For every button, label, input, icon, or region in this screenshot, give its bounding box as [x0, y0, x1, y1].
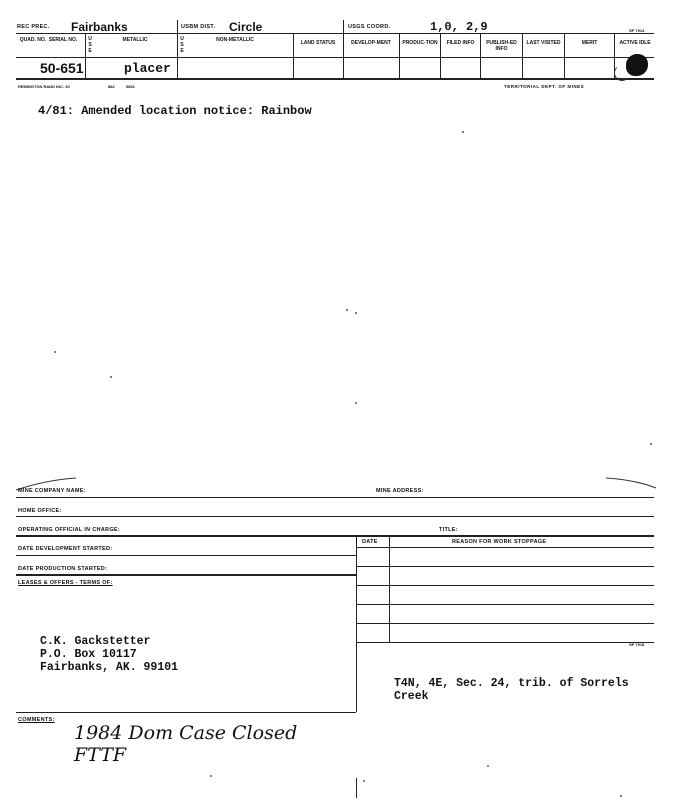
- rule: [480, 33, 481, 79]
- home-office-label: HOME OFFICE:: [18, 508, 62, 514]
- use-header-2: U S E: [180, 36, 184, 54]
- rule: [85, 33, 86, 79]
- usgs-coord-value: 1,0, 2,9: [430, 20, 488, 34]
- quad-no-header: QUAD. NO.: [19, 37, 47, 43]
- rule: [16, 712, 356, 713]
- leases-label: LEASES & OFFERS - TERMS OF:: [18, 580, 113, 586]
- rule: [16, 574, 356, 576]
- rule: [356, 547, 654, 548]
- rule: [16, 78, 654, 80]
- rule: [293, 33, 294, 79]
- location-line-2: Creek: [394, 690, 429, 703]
- owner-name: C.K. Gackstetter: [40, 635, 151, 648]
- scan-speck: [650, 443, 652, 445]
- scan-speck: [355, 312, 357, 314]
- rule: [16, 516, 654, 517]
- form-number: SP 7914: [629, 28, 645, 33]
- rule: [564, 33, 565, 79]
- printer-code-1: 882: [108, 84, 115, 89]
- date-header: DATE: [362, 539, 378, 545]
- nonmetallic-header: NON-METALLIC: [216, 37, 254, 43]
- title-label: TITLE:: [439, 527, 458, 533]
- handwritten-comment: 1984 Dom Case Closed: [74, 722, 298, 744]
- rule: [356, 537, 357, 712]
- dev-started-label: DATE DEVELOPMENT STARTED:: [18, 546, 113, 552]
- last-visited-header: LAST VISITED: [526, 40, 561, 46]
- rule: [16, 497, 654, 498]
- scan-speck: [110, 376, 112, 378]
- scan-speck: [363, 780, 365, 782]
- printer-code-2: 6801: [126, 84, 135, 89]
- scan-speck: [355, 402, 357, 404]
- metallic-header: METALLIC: [122, 37, 148, 43]
- rule: [356, 566, 654, 567]
- rule: [356, 778, 357, 798]
- rule: [177, 20, 178, 79]
- rule: [389, 537, 390, 642]
- form-number-2: SP 7915: [629, 642, 645, 647]
- printer-info: REMINGTON RAND INC. 30: [18, 84, 70, 89]
- serial-no-header: SERIAL NO.: [48, 37, 78, 43]
- reason-header: REASON FOR WORK STOPPAGE: [452, 539, 547, 545]
- land-status-header: LAND STATUS: [300, 40, 336, 46]
- prod-started-label: DATE PRODUCTION STARTED:: [18, 566, 108, 572]
- scan-speck: [462, 131, 464, 133]
- usgs-coord-label: USGS COORD.: [348, 24, 391, 30]
- mine-company-label: MINE COMPANY NAME:: [18, 488, 86, 494]
- rec-prec-label: REC PREC.: [17, 24, 50, 30]
- filed-info-header: FILED INFO: [446, 40, 475, 46]
- usbm-dist-label: USBM DIST.: [181, 24, 216, 30]
- rule: [356, 623, 654, 624]
- owner-address: [40, 635, 178, 674]
- handwritten-initials: FTTF: [74, 744, 127, 766]
- use-header-1: U S E: [88, 36, 92, 54]
- location-description: [394, 677, 629, 703]
- published-info-header: PUBLISH-ED INFO: [486, 40, 517, 52]
- location-line-1: T4N, 4E, Sec. 24, trib. of Sorrels: [394, 677, 629, 690]
- metallic-value: placer: [124, 61, 171, 76]
- merit-header: MERIT: [581, 40, 598, 46]
- usbm-dist-value: Circle: [229, 20, 263, 34]
- rec-prec-value: Fairbanks: [71, 20, 128, 34]
- typed-note: 4/81: Amended location notice: Rainbow: [38, 104, 312, 118]
- comments-label: COMMENTS:: [18, 717, 55, 723]
- scan-speck: [487, 765, 489, 767]
- operating-official-label: OPERATING OFFICIAL IN CHARGE:: [18, 527, 120, 533]
- scan-speck: [620, 795, 622, 797]
- production-header: PRODUC-TION: [402, 40, 438, 46]
- rule: [16, 57, 654, 58]
- scan-speck: [54, 351, 56, 353]
- rule: [16, 535, 654, 537]
- rule: [343, 20, 344, 79]
- owner-city: Fairbanks, AK. 99101: [40, 661, 179, 674]
- rule: [522, 33, 523, 79]
- active-idle-header: ACTIVE IDLE: [619, 40, 651, 46]
- rule: [399, 33, 400, 79]
- card-edge: [16, 476, 656, 492]
- development-header: DEVELOP-MENT: [351, 40, 391, 46]
- rule: [440, 33, 441, 79]
- serial-value: 50-651: [40, 60, 84, 76]
- territorial-dept: TERRITORIAL DEPT. OF MINES: [504, 84, 585, 89]
- scan-speck: [346, 309, 348, 311]
- rule: [356, 642, 654, 643]
- mine-address-label: MINE ADDRESS:: [376, 488, 424, 494]
- scribble-mark: [614, 65, 630, 81]
- rule: [16, 555, 356, 556]
- rule: [356, 604, 654, 605]
- scan-speck: [210, 775, 212, 777]
- owner-box: P.O. Box 10117: [40, 648, 137, 661]
- rule: [356, 585, 654, 586]
